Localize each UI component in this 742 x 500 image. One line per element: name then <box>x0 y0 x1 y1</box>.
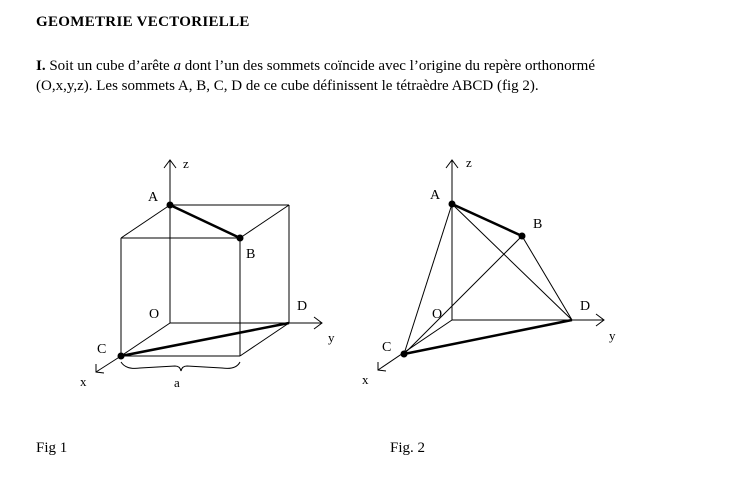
exercise-number: I. <box>36 58 46 74</box>
exercise-text-1: Soit un cube d’arête <box>45 58 174 74</box>
label-z: z <box>183 156 189 171</box>
edge-AC <box>404 204 452 354</box>
label-edge-a: a <box>174 375 180 390</box>
label-y: y <box>609 328 616 343</box>
exercise-text-3: (O,x,y,z). Les sommets A, B, C, D de ce cube définissent le tétraèdre ABCD (fig 2). <box>36 78 539 94</box>
tetra-thin-edges <box>404 204 572 354</box>
label-D: D <box>297 299 308 314</box>
edge-variable: a <box>173 58 181 74</box>
figure-2-caption: Fig. 2 <box>390 440 426 456</box>
label-B: B <box>533 217 543 232</box>
label-A: A <box>430 188 441 203</box>
label-B: B <box>246 247 256 262</box>
label-z: z <box>466 155 472 170</box>
point-A <box>449 201 456 208</box>
label-A: A <box>148 190 159 205</box>
point-C <box>401 351 408 358</box>
edge-CD <box>404 320 572 354</box>
label-O: O <box>149 307 160 322</box>
x-axis-arrow <box>378 362 386 371</box>
label-O: O <box>432 307 443 322</box>
point-B <box>519 233 526 240</box>
label-D: D <box>580 299 591 314</box>
exercise-text-2: dont l’un des sommets coïncide avec l’origine du repère orthonormé <box>180 58 596 74</box>
label-x: x <box>80 374 87 389</box>
edge-BC <box>404 236 522 354</box>
label-x: x <box>362 372 369 387</box>
figure-1-caption: Fig 1 <box>36 440 68 456</box>
label-y: y <box>328 330 335 345</box>
edge-AB <box>452 204 522 236</box>
document-title: GEOMETRIE VECTORIELLE <box>36 14 250 30</box>
label-C: C <box>97 342 107 357</box>
edge-BD <box>522 236 572 320</box>
edge-AD <box>452 204 572 320</box>
label-C: C <box>382 340 392 355</box>
axes-fig2 <box>378 160 604 371</box>
